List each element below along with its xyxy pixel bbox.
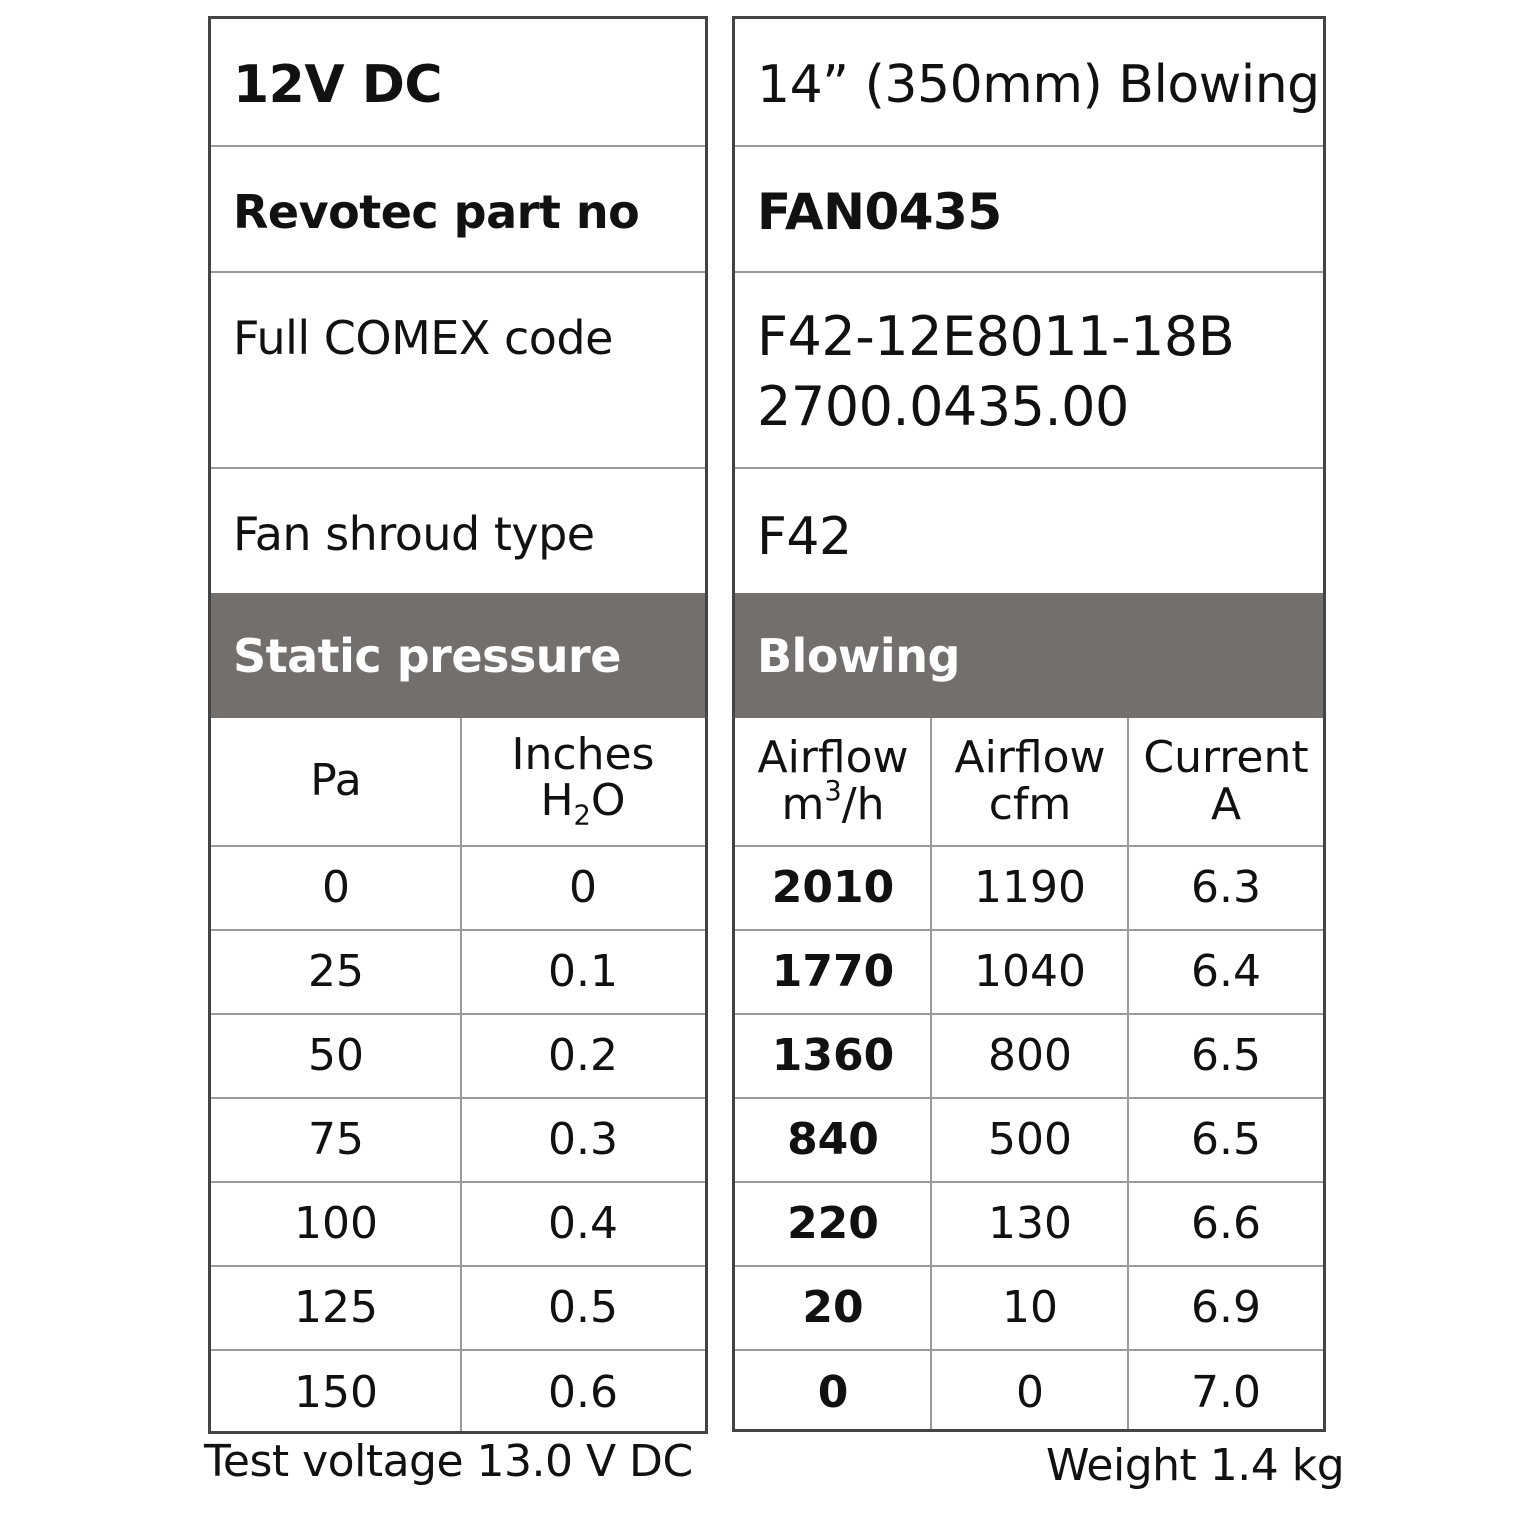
blowing-header — [735, 593, 1323, 718]
h2o-h: H — [540, 775, 574, 826]
static-pressure-row — [211, 1351, 705, 1435]
shroud-value: F42 — [757, 507, 852, 567]
comex-row — [211, 273, 705, 469]
voltage-row — [211, 19, 705, 147]
airflow-m3h-cell: 1770 — [771, 945, 895, 997]
current-cell: 6.4 — [1191, 945, 1261, 997]
current-cell: 6.9 — [1191, 1281, 1261, 1333]
weight-note: Weight 1.4 kg — [1046, 1440, 1345, 1491]
blowing-row — [735, 1183, 1323, 1267]
blowing-title: Blowing — [757, 629, 960, 683]
voltage-label: 12V DC — [233, 55, 443, 115]
static-pressure-row — [211, 847, 705, 931]
airflow-m3h-cell: 2010 — [771, 861, 895, 913]
current-cell: 6.5 — [1191, 1113, 1261, 1165]
shroud-value-row — [735, 469, 1323, 593]
part-no-label: Revotec part no — [233, 185, 640, 239]
part-no-row — [211, 147, 705, 273]
fan-description-row — [735, 19, 1323, 147]
spec-table-left — [208, 16, 708, 1434]
right-column-header-row — [735, 718, 1323, 847]
comex-value-row — [735, 273, 1323, 469]
airflow-cfm-header-text: Airflow — [954, 732, 1106, 784]
h2o-subscript: 2 — [573, 800, 591, 832]
airflow-cfm-cell: 130 — [988, 1197, 1072, 1249]
current-cell: 6.5 — [1191, 1029, 1261, 1081]
current-cell: 7.0 — [1191, 1366, 1261, 1418]
blowing-row — [735, 1015, 1323, 1099]
airflow-m3h-cell: 0 — [817, 1366, 849, 1418]
static-pressure-row — [211, 1015, 705, 1099]
airflow-m3h-column-header — [735, 718, 931, 845]
pa-cell: 150 — [294, 1366, 378, 1418]
test-voltage-note: Test voltage 13.0 V DC — [204, 1436, 693, 1487]
static-pressure-row — [211, 931, 705, 1015]
airflow-cfm-cell: 0 — [1016, 1366, 1044, 1418]
pa-cell: 0 — [322, 861, 350, 913]
airflow-cfm-cell: 1040 — [974, 945, 1086, 997]
left-column-divider — [460, 718, 462, 1431]
part-no-value-row — [735, 147, 1323, 273]
current-header-text: Current — [1143, 732, 1309, 784]
pa-column-header — [211, 718, 461, 845]
static-pressure-header — [211, 593, 705, 718]
right-column-divider-1 — [930, 718, 932, 1429]
current-column-header — [1129, 718, 1323, 845]
shroud-label: Fan shroud type — [233, 507, 595, 561]
inches-h2o-cell: 0.1 — [548, 945, 618, 997]
spec-table-right — [732, 16, 1326, 1432]
inches-h2o-cell: 0.4 — [548, 1197, 618, 1249]
blowing-row — [735, 1267, 1323, 1351]
airflow-m3h-cell: 1360 — [771, 1029, 895, 1081]
pa-cell: 50 — [308, 1029, 364, 1081]
current-cell: 6.3 — [1191, 861, 1261, 913]
blowing-row — [735, 931, 1323, 1015]
inches-h2o-cell: 0.5 — [548, 1281, 618, 1333]
m3h-unit-text — [781, 775, 885, 830]
m3h-superscript: 3 — [824, 775, 842, 807]
inches-header-text: Inches — [511, 728, 655, 780]
comex-code-line2: 2700.0435.00 — [757, 375, 1129, 438]
static-pressure-row — [211, 1183, 705, 1267]
h2o-unit-text — [540, 775, 626, 832]
pa-cell: 100 — [294, 1197, 378, 1249]
h2o-o: O — [590, 775, 626, 826]
shroud-row — [211, 469, 705, 593]
airflow-cfm-cell: 500 — [988, 1113, 1072, 1165]
blowing-row — [735, 1351, 1323, 1435]
cfm-unit-text: cfm — [988, 778, 1072, 830]
static-pressure-grid — [211, 718, 705, 1431]
airflow-cfm-cell: 800 — [988, 1029, 1072, 1081]
blowing-row — [735, 847, 1323, 931]
static-pressure-title: Static pressure — [233, 629, 621, 683]
airflow-cfm-cell: 1190 — [974, 861, 1086, 913]
pa-cell: 75 — [308, 1113, 364, 1165]
comex-code-line1: F42-12E8011-18B — [757, 305, 1235, 368]
airflow-m3h-cell: 20 — [802, 1281, 864, 1333]
airflow-m3h-cell: 840 — [787, 1113, 879, 1165]
m3h-m: m — [781, 778, 825, 830]
pa-header-text: Pa — [310, 755, 362, 807]
fan-description: 14” (350mm) Blowing — [757, 55, 1320, 115]
current-unit-text: A — [1210, 778, 1242, 830]
current-cell: 6.6 — [1191, 1197, 1261, 1249]
airflow-cfm-column-header — [931, 718, 1129, 845]
inches-h2o-cell: 0.2 — [548, 1029, 618, 1081]
inches-column-header — [461, 718, 705, 845]
blowing-grid — [735, 718, 1323, 1429]
static-pressure-row — [211, 1267, 705, 1351]
left-column-header-row — [211, 718, 705, 847]
right-column-divider-2 — [1127, 718, 1129, 1429]
inches-h2o-cell: 0 — [569, 861, 597, 913]
airflow-cfm-cell: 10 — [1002, 1281, 1058, 1333]
pa-cell: 25 — [308, 945, 364, 997]
inches-h2o-cell: 0.3 — [548, 1113, 618, 1165]
static-pressure-row — [211, 1099, 705, 1183]
airflow-m3h-cell: 220 — [787, 1197, 879, 1249]
inches-h2o-cell: 0.6 — [548, 1366, 618, 1418]
part-no-value: FAN0435 — [757, 183, 1002, 241]
pa-cell: 125 — [294, 1281, 378, 1333]
comex-label: Full COMEX code — [233, 311, 613, 365]
airflow-m3h-header-text: Airflow — [757, 732, 909, 784]
m3h-per-hour: /h — [841, 778, 885, 830]
blowing-row — [735, 1099, 1323, 1183]
